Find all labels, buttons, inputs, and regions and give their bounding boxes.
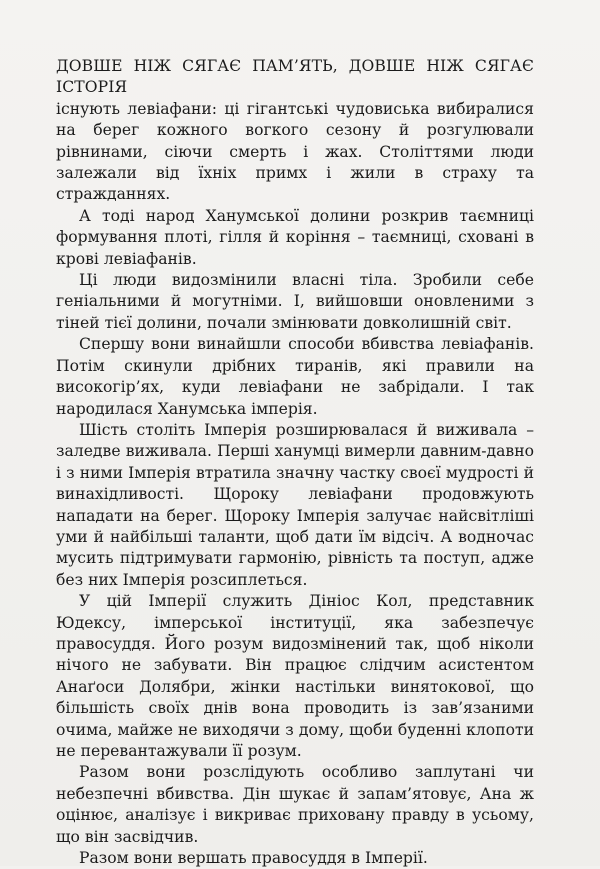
paragraph-2: А тоді народ Ханумської долини розкрив таємниці формування плоті, гілля й коріння – таємниці, сховані в крові левіафанів. — [56, 206, 534, 268]
body-text — [56, 56, 534, 869]
paragraph-6: У цій Імперії служить Дініос Кол, представник Юдексу, імперської інституції, яка забезпечує правосуддя. Його розум видозмінений так, щоб ніколи нічого не забувати. Він працює слідчим асистентом Анаґоси Долябри, жінки настільки винятокової, що більшість своїх днів вона проводить із зав’язаними очима, майже не виходячи з дому, щоби буденні клопоти не перевантажували її розум. — [56, 592, 534, 760]
paragraph-5: Шість століть Імперія розширювалася й виживала – заледве виживала. Перші ханумці вимерли давним-давно і з ними Імперія втратила значну частку своєї мудрості й винахідливості. Щороку левіафани продовжують нападати на берег. Щороку Імперія залучає найсвітліші уми й найбільші таланти, щоб дати їм відсіч. А водночас мусить підтримувати гармонію, рівність та поступ, адже без них Імперія розсиплеться. — [56, 420, 534, 589]
paragraph-7: Разом вони розслідують особливо заплутані чи небезпечні вбивства. Дін шукає й запам’ятовує, Ана ж оцінює, аналізує і викриває приховану правду в усьому, що він засвідчив. — [56, 763, 534, 846]
opening-heading: ДОВШЕ НІЖ СЯГАЄ ПАМ’ЯТЬ, ДОВШЕ НІЖ СЯГАЄ ІСТОРІЯ — [56, 57, 534, 97]
paragraph-1: існують левіафани: ці гігантські чудовиська вибиралися на берег кожного вогкого сезону й розгулювали рівнинами, сіючи смерть і жах. Століттями люди залежали від їхніх примх і жили в страху та стражданнях. — [56, 99, 534, 204]
paragraph-8: Разом вони вершать правосуддя в Імперії. — [79, 849, 428, 868]
paragraph-4: Спершу вони винайшли способи вбивства левіафанів. Потім скинули дрібних тиранів, які правили на високогір’ях, куди левіафани не забрідали. І так народилася Ханумська імперія. — [56, 335, 534, 418]
paragraph-3: Ці люди видозмінили власні тіла. Зробили себе геніальними й могутніми. І, вийшовши оновленими з тіней тієї долини, почали змінювати довколишній світ. — [56, 271, 534, 332]
